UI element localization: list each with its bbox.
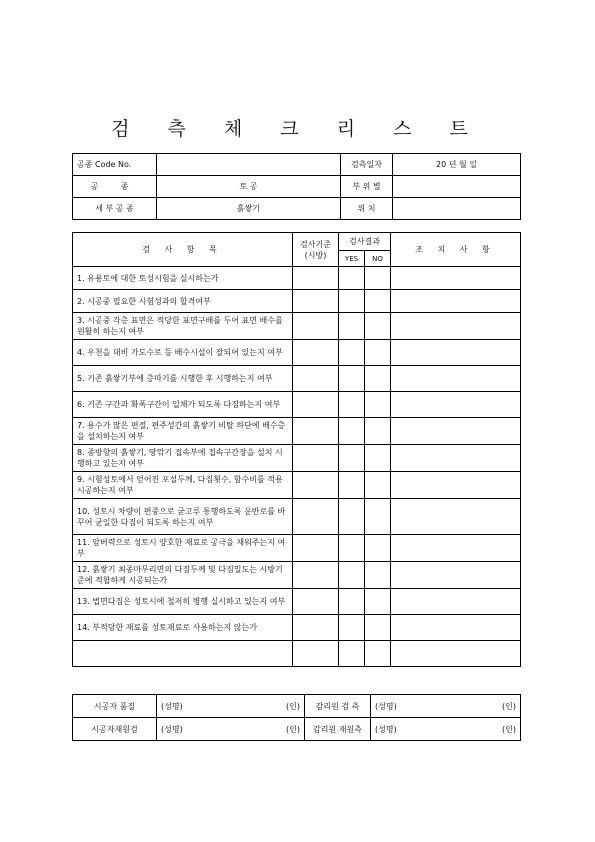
no-cell[interactable] [365, 615, 391, 641]
signature-name: (성명) [375, 701, 397, 711]
standard-cell[interactable] [293, 535, 339, 562]
yes-cell[interactable] [339, 472, 365, 499]
no-cell[interactable] [365, 589, 391, 615]
supervisor-inspection-signature[interactable] [371, 695, 521, 718]
supervisor-reinspection-label: 감리원 재원측 [305, 718, 371, 741]
no-cell[interactable] [365, 340, 391, 366]
yes-cell[interactable] [339, 641, 365, 667]
action-cell[interactable] [391, 445, 521, 472]
action-cell[interactable] [391, 472, 521, 499]
yes-cell[interactable] [339, 290, 365, 313]
action-cell[interactable] [391, 313, 521, 340]
standard-cell[interactable] [293, 589, 339, 615]
standard-cell[interactable] [293, 392, 339, 418]
yes-cell[interactable] [339, 562, 365, 589]
action-cell[interactable] [391, 562, 521, 589]
standard-cell[interactable] [293, 472, 339, 499]
no-cell[interactable] [365, 472, 391, 499]
no-cell[interactable] [365, 366, 391, 392]
standard-cell[interactable] [293, 340, 339, 366]
checklist-item-text: 9. 시험성토에서 얻어진 포설두께, 다짐횟수, 함수비를 적용 시공하는지 여부 [73, 472, 293, 499]
checklist-item-text: 1. 유용토에 대한 토성시험을 실시하는가 [73, 267, 293, 290]
checklist-item-text: 8. 종방향의 흙쌓기, 땅깎기 접속부에 접속구간장을 설치 시행하고 있는지 여부 [73, 445, 293, 472]
yes-cell[interactable] [339, 392, 365, 418]
code-label: 공종 Code No. [73, 154, 157, 176]
table-row [73, 392, 521, 418]
action-cell[interactable] [391, 641, 521, 667]
yes-cell[interactable] [339, 445, 365, 472]
signature-name: (성명) [375, 724, 397, 734]
action-cell[interactable] [391, 267, 521, 290]
table-row [73, 418, 521, 445]
yes-cell[interactable] [339, 535, 365, 562]
yes-cell[interactable] [339, 340, 365, 366]
code-value[interactable] [157, 154, 341, 176]
yes-cell[interactable] [339, 366, 365, 392]
checklist-item-text: 3. 시공중 각층 표면은 적당한 표면구배를 두어 표면 배수를 원활히 하는지 여부 [73, 313, 293, 340]
standard-cell[interactable] [293, 445, 339, 472]
checklist-item-text: 6. 기존 구간과 확폭구간이 일체가 되도록 다짐하는지 여부 [73, 392, 293, 418]
standard-cell[interactable] [293, 313, 339, 340]
no-cell[interactable] [365, 535, 391, 562]
checklist-item-text: 5. 기존 흙쌓기부에 층따기를 시행한 후 시행하는지 여부 [73, 366, 293, 392]
standard-cell[interactable] [293, 418, 339, 445]
seal-mark: (인) [286, 701, 300, 711]
no-cell[interactable] [365, 499, 391, 535]
table-row [73, 340, 521, 366]
yes-cell[interactable] [339, 589, 365, 615]
dept-value[interactable] [393, 176, 521, 198]
table-row [73, 445, 521, 472]
checklist-item-text: 10. 성토시 차량이 편중으로 굳고루 통행하도록 운반로를 바꾸어 균일한 다짐이 되도록 하는지 여부 [73, 499, 293, 535]
table-row [73, 499, 521, 535]
header-item: 검 사 항 목 [73, 233, 293, 267]
yes-cell[interactable] [339, 313, 365, 340]
work-label: 공 종 [73, 176, 157, 198]
info-table [72, 153, 521, 220]
action-cell[interactable] [391, 615, 521, 641]
signature-name: (성명) [161, 724, 183, 734]
standard-cell[interactable] [293, 366, 339, 392]
checklist-item-text: 7. 용수가 많은 편절, 편주성간의 흙쌓기 비탈 하단에 배수층을 설치하는지 여부 [73, 418, 293, 445]
seal-mark: (인) [502, 701, 516, 711]
signature-table [72, 694, 521, 741]
action-cell[interactable] [391, 366, 521, 392]
action-cell[interactable] [391, 392, 521, 418]
action-cell[interactable] [391, 340, 521, 366]
header-result: 검사결과 [339, 233, 391, 251]
yes-cell[interactable] [339, 418, 365, 445]
work-value[interactable]: 토 공 [157, 176, 341, 198]
table-row [73, 313, 521, 340]
supervisor-reinspection-signature[interactable] [371, 718, 521, 741]
checklist-item-text: 14. 부적당한 재료를 성토재료로 사용하는지 않는가 [73, 615, 293, 641]
checklist-item-text: 11. 암버력으로 성토시 양호한 재료로 공극을 채워주는지 여부 [73, 535, 293, 562]
no-cell[interactable] [365, 290, 391, 313]
table-row [73, 290, 521, 313]
standard-cell[interactable] [293, 641, 339, 667]
checklist-item-text: 12. 흙쌓기 최종마무리면의 다짐두께 및 다짐밀도는 시방기준에 적합하게 시공되는가 [73, 562, 293, 589]
action-cell[interactable] [391, 290, 521, 313]
table-row [73, 641, 521, 667]
standard-cell[interactable] [293, 267, 339, 290]
seal-mark: (인) [502, 724, 516, 734]
no-cell[interactable] [365, 641, 391, 667]
no-cell[interactable] [365, 392, 391, 418]
contractor-reinspection-signature[interactable] [157, 718, 305, 741]
yes-cell[interactable] [339, 267, 365, 290]
header-yes: YES [339, 251, 365, 267]
action-cell[interactable] [391, 589, 521, 615]
table-row [73, 535, 521, 562]
action-cell[interactable] [391, 535, 521, 562]
detail-label: 세 부 공 종 [73, 198, 157, 220]
standard-cell[interactable] [293, 499, 339, 535]
checklist-table [72, 232, 521, 667]
yes-cell[interactable] [339, 615, 365, 641]
contractor-quality-signature[interactable] [157, 695, 305, 718]
location-value[interactable] [393, 198, 521, 220]
action-cell[interactable] [391, 418, 521, 445]
page-title: 검 측 체 크 리 스 트 [111, 118, 484, 140]
no-cell[interactable] [365, 267, 391, 290]
seal-mark: (인) [286, 724, 300, 734]
table-row [73, 472, 521, 499]
table-row [73, 366, 521, 392]
table-row [73, 562, 521, 589]
dept-label: 부 위 별 [341, 176, 393, 198]
yes-cell[interactable] [339, 499, 365, 535]
signature-name: (성명) [161, 701, 183, 711]
no-cell[interactable] [365, 418, 391, 445]
checklist-item-text [73, 641, 293, 667]
checklist-item-text: 4. 우천을 대비 가도수로 등 배수시설이 잘되어 있는지 여부 [73, 340, 293, 366]
no-cell[interactable] [365, 313, 391, 340]
location-label: 위 치 [341, 198, 393, 220]
detail-value[interactable]: 흙쌓기 [157, 198, 341, 220]
checklist-item-text: 2. 시공중 필요한 시험성과의 합격여부 [73, 290, 293, 313]
date-value[interactable]: 20 년 월 일 [393, 154, 521, 176]
standard-cell[interactable] [293, 615, 339, 641]
action-cell[interactable] [391, 499, 521, 535]
no-cell[interactable] [365, 445, 391, 472]
contractor-reinspection-label: 시공자재원검 [73, 718, 157, 741]
table-row [73, 267, 521, 290]
header-action: 조 치 사 항 [391, 233, 521, 267]
contractor-quality-label: 시공자 품질 [73, 695, 157, 718]
header-no: NO [365, 251, 391, 267]
table-row [73, 589, 521, 615]
header-standard: 검사기준 (시방) [293, 233, 339, 267]
no-cell[interactable] [365, 562, 391, 589]
table-row [73, 615, 521, 641]
standard-cell[interactable] [293, 290, 339, 313]
standard-cell[interactable] [293, 562, 339, 589]
checklist-item-text: 13. 법면다짐은 성토시에 철저히 병행 실시하고 있는지 여부 [73, 589, 293, 615]
date-label: 검측일자 [341, 154, 393, 176]
supervisor-inspection-label: 감리원 검 측 [305, 695, 371, 718]
